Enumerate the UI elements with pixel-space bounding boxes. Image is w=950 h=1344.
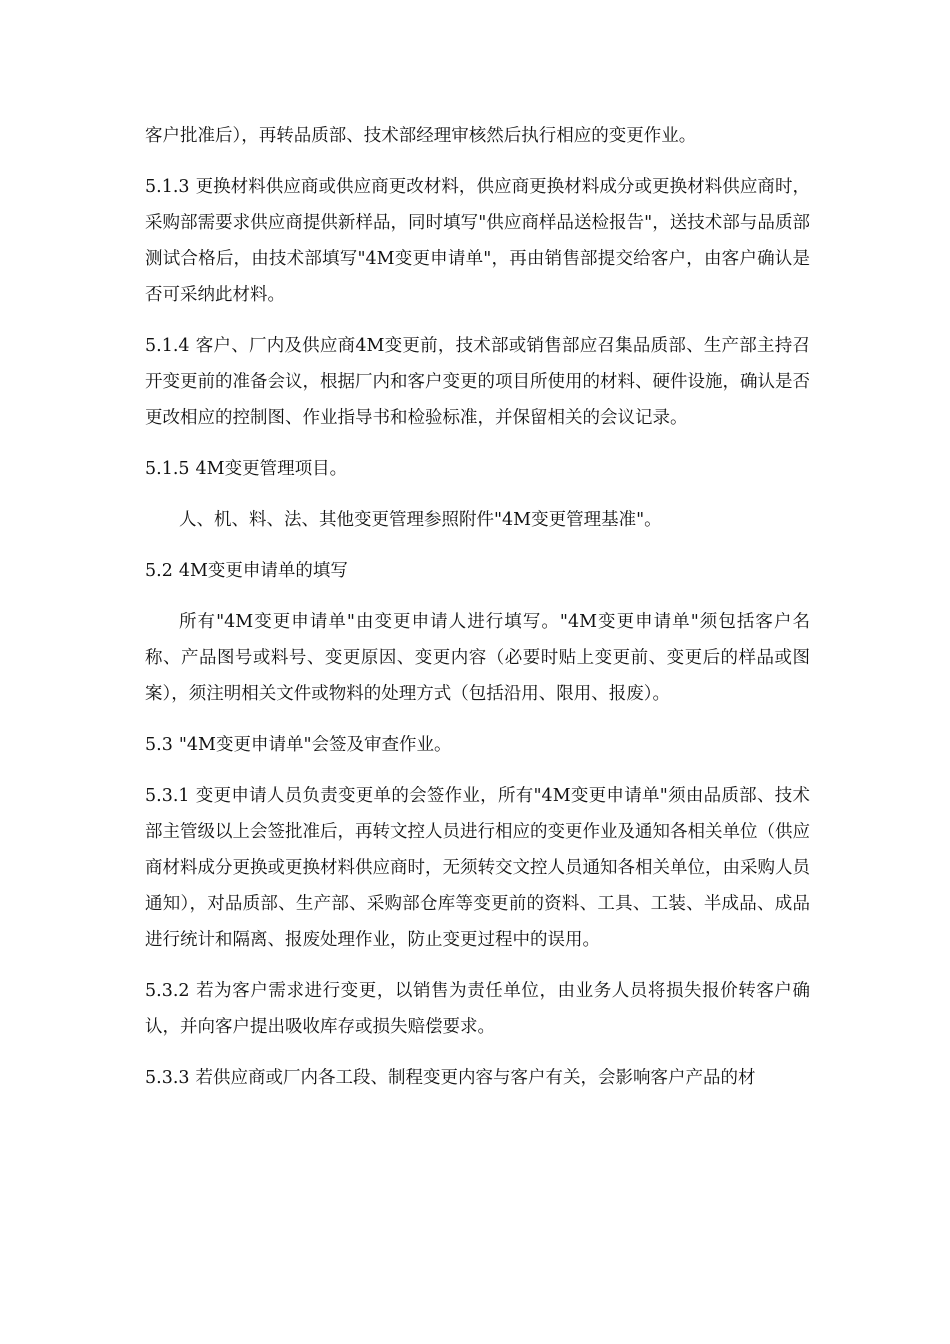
paragraph-text: 客户批准后），再转品质部、技术部经理审核然后执行相应的变更作业。	[145, 126, 697, 146]
section-5-3-3	[145, 1060, 810, 1096]
paragraph-text: 更换材料供应商或供应商更改材料，供应商更换材料成分或更换材料供应商时，采购部需要求供应商提供新样品，同时填写"供应商样品送检报告"，送技术部与品质部测试合格后，由技术部填写"4M变更申请单"，再由销售部提交给客户，由客户确认是否可采纳此材料。	[145, 177, 810, 305]
paragraph-text: 人、机、料、法、其他变更管理参照附件"4M变更管理基准"。	[179, 510, 662, 530]
document-page	[145, 118, 810, 1111]
section-number: 5.3.3	[145, 1068, 190, 1088]
section-5-1-5	[145, 451, 810, 487]
section-5-1-3	[145, 169, 810, 313]
section-number: 5.1.4	[145, 336, 190, 356]
section-number: 5.2	[145, 561, 173, 581]
paragraph-application-form-filling	[145, 604, 810, 712]
section-number: 5.3.2	[145, 981, 190, 1001]
paragraph-text: 4M变更申请单的填写	[178, 561, 348, 581]
section-5-1-4	[145, 328, 810, 436]
section-5-3-1	[145, 778, 810, 958]
section-5-3-heading	[145, 727, 810, 763]
paragraph-text: 所有"4M变更申请单"由变更申请人进行填写。"4M变更申请单"须包括客户名称、产品图号或料号、变更原因、变更内容（必要时贴上变更前、变更后的样品或图案），须注明相关文件或物料的处理方式（包括沿用、限用、报废）。	[145, 612, 810, 704]
paragraph-approval-continuation	[145, 118, 810, 154]
paragraph-text: 若供应商或厂内各工段、制程变更内容与客户有关，会影响客户产品的材	[195, 1068, 756, 1088]
paragraph-text: 客户、厂内及供应商4M变更前，技术部或销售部应召集品质部、生产部主持召开变更前的准备会议，根据厂内和客户变更的项目所使用的材料、硬件设施，确认是否更改相应的控制图、作业指导书和检验标准，并保留相关的会议记录。	[145, 336, 810, 428]
section-number: 5.3.1	[145, 786, 190, 806]
section-number: 5.3	[145, 735, 173, 755]
paragraph-text: "4M变更申请单"会签及审查作业。	[178, 735, 452, 755]
section-5-3-2	[145, 973, 810, 1045]
section-number: 5.1.3	[145, 177, 190, 197]
paragraph-text: 变更申请人员负责变更单的会签作业，所有"4M变更申请单"须由品质部、技术部主管级以上会签批准后，再转文控人员进行相应的变更作业及通知各相关单位（供应商材料成分更换或更换材料供应商时，无须转交文控人员通知各相关单位，由采购人员通知），对品质部、生产部、采购部仓库等变更前的资料、工具、工装、半成品、成品进行统计和隔离、报废处理作业，防止变更过程中的误用。	[145, 786, 810, 950]
section-number: 5.1.5	[145, 459, 190, 479]
paragraph-4m-items-reference	[145, 502, 810, 538]
paragraph-text: 若为客户需求进行变更，以销售为责任单位，由业务人员将损失报价转客户确认，并向客户提出吸收库存或损失赔偿要求。	[145, 981, 810, 1037]
paragraph-text: 4M变更管理项目。	[195, 459, 348, 479]
section-5-2-heading	[145, 553, 810, 589]
